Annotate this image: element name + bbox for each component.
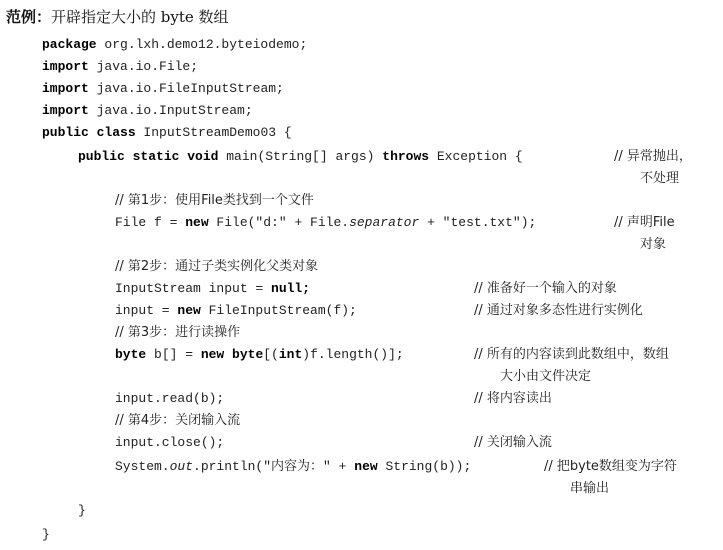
code-comment: // 异常抛出，: [614, 149, 692, 164]
code-comment: // 准备好一个输入的对象: [474, 281, 617, 296]
code-text: java.io.FileInputStream;: [88, 81, 284, 96]
code-text: [(: [263, 347, 279, 362]
code-text: java.io.InputStream;: [88, 103, 253, 118]
code-text: String(b));: [377, 459, 472, 474]
code-line-main-decl: [78, 148, 531, 166]
code-text: )f.length()];: [302, 347, 404, 362]
code-line-import-fileinputstream: [42, 80, 284, 98]
title-text: 开辟指定大小的 byte 数组: [51, 8, 229, 26]
code-comment: 不处理: [640, 171, 680, 186]
code-text: + "test.txt");: [419, 215, 537, 230]
keyword: byte: [115, 347, 147, 362]
code-text: input.close();: [115, 435, 225, 450]
code-text: FileInputStream(f);: [200, 303, 357, 318]
code-text: b[] =: [146, 347, 201, 362]
keyword: package: [42, 37, 97, 52]
keyword: new: [354, 459, 378, 474]
code-comment: // 第2步：通过子类实例化父类对象: [115, 259, 319, 274]
code-text: " +: [323, 459, 355, 474]
code-comment: // 把byte数组变为字符: [544, 459, 677, 474]
keyword: import: [42, 81, 89, 96]
code-string-text: 内容为：: [271, 459, 324, 474]
title-label: 范例：: [6, 8, 52, 26]
code-line-byte-array: [115, 346, 404, 364]
code-comment: 串输出: [570, 481, 610, 496]
keyword: null;: [271, 281, 311, 296]
keyword: import: [42, 103, 89, 118]
keyword: byte: [224, 347, 264, 362]
code-line-println: [115, 458, 471, 476]
code-text: input.read(b);: [115, 391, 225, 406]
code-text: .println(": [193, 459, 272, 474]
code-comment: 大小由文件决定: [500, 369, 592, 384]
keyword: throws: [382, 149, 430, 164]
code-line-import-inputstream: [42, 102, 253, 120]
code-text: main(String[] args): [218, 149, 383, 164]
keyword: public class: [42, 125, 136, 140]
code-text: java.io.File;: [88, 59, 199, 74]
code-comment: // 将内容读出: [474, 391, 552, 406]
code-comment: // 关闭输入流: [474, 435, 552, 450]
code-field: out: [169, 459, 194, 474]
code-text: File("d:" + File.: [208, 215, 350, 230]
code-line-inputstream-null: [115, 280, 310, 298]
code-line-class-decl: [42, 124, 292, 142]
code-text: Exception {: [429, 149, 531, 164]
code-line-input-read: [115, 390, 224, 408]
code-comment: // 第1步：使用File类找到一个文件: [115, 193, 314, 208]
code-line-input-new: [115, 302, 357, 320]
keyword: new: [200, 347, 225, 362]
code-comment: // 第4步：关闭输入流: [115, 413, 241, 428]
code-line-import-file: [42, 58, 198, 76]
code-comment: // 第3步：进行读操作: [115, 325, 241, 340]
code-line-input-close: [115, 434, 224, 452]
code-comment: 对象: [640, 237, 667, 252]
keyword: int: [278, 347, 303, 362]
code-text: InputStreamDemo03 {: [135, 125, 292, 140]
code-text: System.: [115, 459, 170, 474]
code-line-close-class: }: [42, 527, 50, 542]
keyword: new: [177, 303, 201, 318]
keyword: import: [42, 59, 89, 74]
code-comment: // 所有的内容读到此数组中，数组: [474, 347, 669, 362]
code-text: input =: [115, 303, 178, 318]
code-comment: // 声明File: [614, 215, 675, 230]
code-line-package: [42, 36, 307, 54]
code-line-close-method: }: [78, 503, 86, 518]
keyword: new: [185, 215, 209, 230]
code-text: File f =: [115, 215, 186, 230]
code-comment: // 通过对象多态性进行实例化: [474, 303, 643, 318]
code-line-file-new: [115, 214, 536, 232]
code-text: org.lxh.demo12.byteiodemo;: [96, 37, 308, 52]
code-field: separator: [349, 215, 420, 230]
code-text: InputStream input =: [115, 281, 272, 296]
keyword: public static void: [78, 149, 219, 164]
